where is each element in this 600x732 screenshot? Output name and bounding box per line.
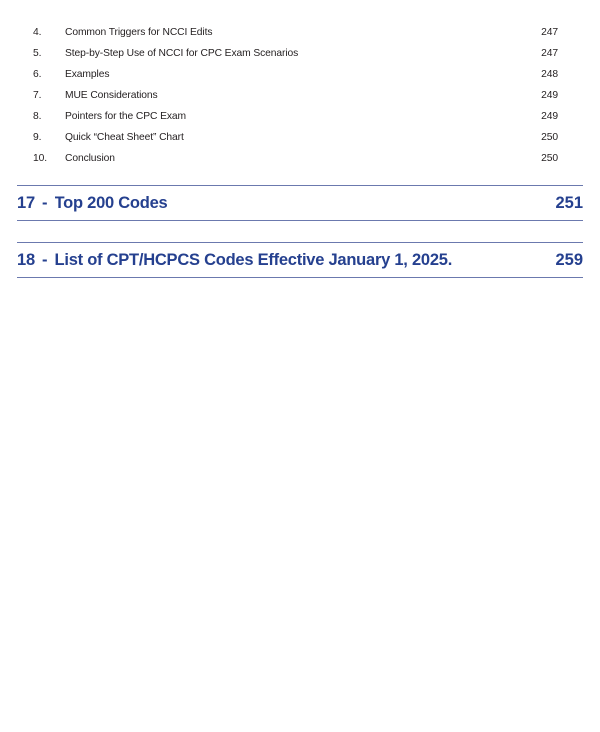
subitem-number: 4. [33,27,42,38]
subitem-page-number: 250 [541,132,558,143]
subitem-number: 10. [33,153,48,164]
subitem-number: 7. [33,90,42,101]
chapter-title: List of CPT/HCPCS Codes Effective January 1, 2025. [54,250,453,269]
list-item[interactable] [0,48,600,69]
subitem-page-number: 247 [541,48,558,59]
subitem-title: Conclusion [65,153,115,164]
subitem-page-number: 249 [541,90,558,101]
chapter-entry[interactable] [17,185,583,221]
chapter-title: Top 200 Codes [54,193,168,212]
chapter-page-number: 259 [555,250,583,269]
subitem-title: MUE Considerations [65,90,158,101]
subitem-title: Quick “Cheat Sheet” Chart [65,132,184,143]
chapter-number: 18 [17,250,36,269]
subitem-number: 5. [33,48,42,59]
subitem-page-number: 249 [541,111,558,122]
chapter-entry[interactable] [17,242,583,278]
subitem-title: Examples [65,69,110,80]
subitem-number: 9. [33,132,42,143]
subitem-page-number: 248 [541,69,558,80]
list-item[interactable] [0,111,600,132]
subitem-title: Common Triggers for NCCI Edits [65,27,213,38]
subitem-number: 6. [33,69,42,80]
toc-chapter-list [0,185,600,278]
list-item[interactable] [0,90,600,111]
subitem-title: Step-by-Step Use of NCCI for CPC Exam Scenarios [65,48,299,59]
chapter-separator: - [42,250,48,269]
chapter-separator: - [42,193,48,212]
list-item[interactable] [0,27,600,48]
list-item[interactable] [0,153,600,174]
list-item[interactable] [0,69,600,90]
subitem-page-number: 247 [541,27,558,38]
subitem-page-number: 250 [541,153,558,164]
chapter-page-number: 251 [555,193,583,212]
chapter-number: 17 [17,193,36,212]
subitem-number: 8. [33,111,42,122]
toc-subitem-list [0,0,600,174]
subitem-title: Pointers for the CPC Exam [65,111,187,122]
list-item[interactable] [0,132,600,153]
